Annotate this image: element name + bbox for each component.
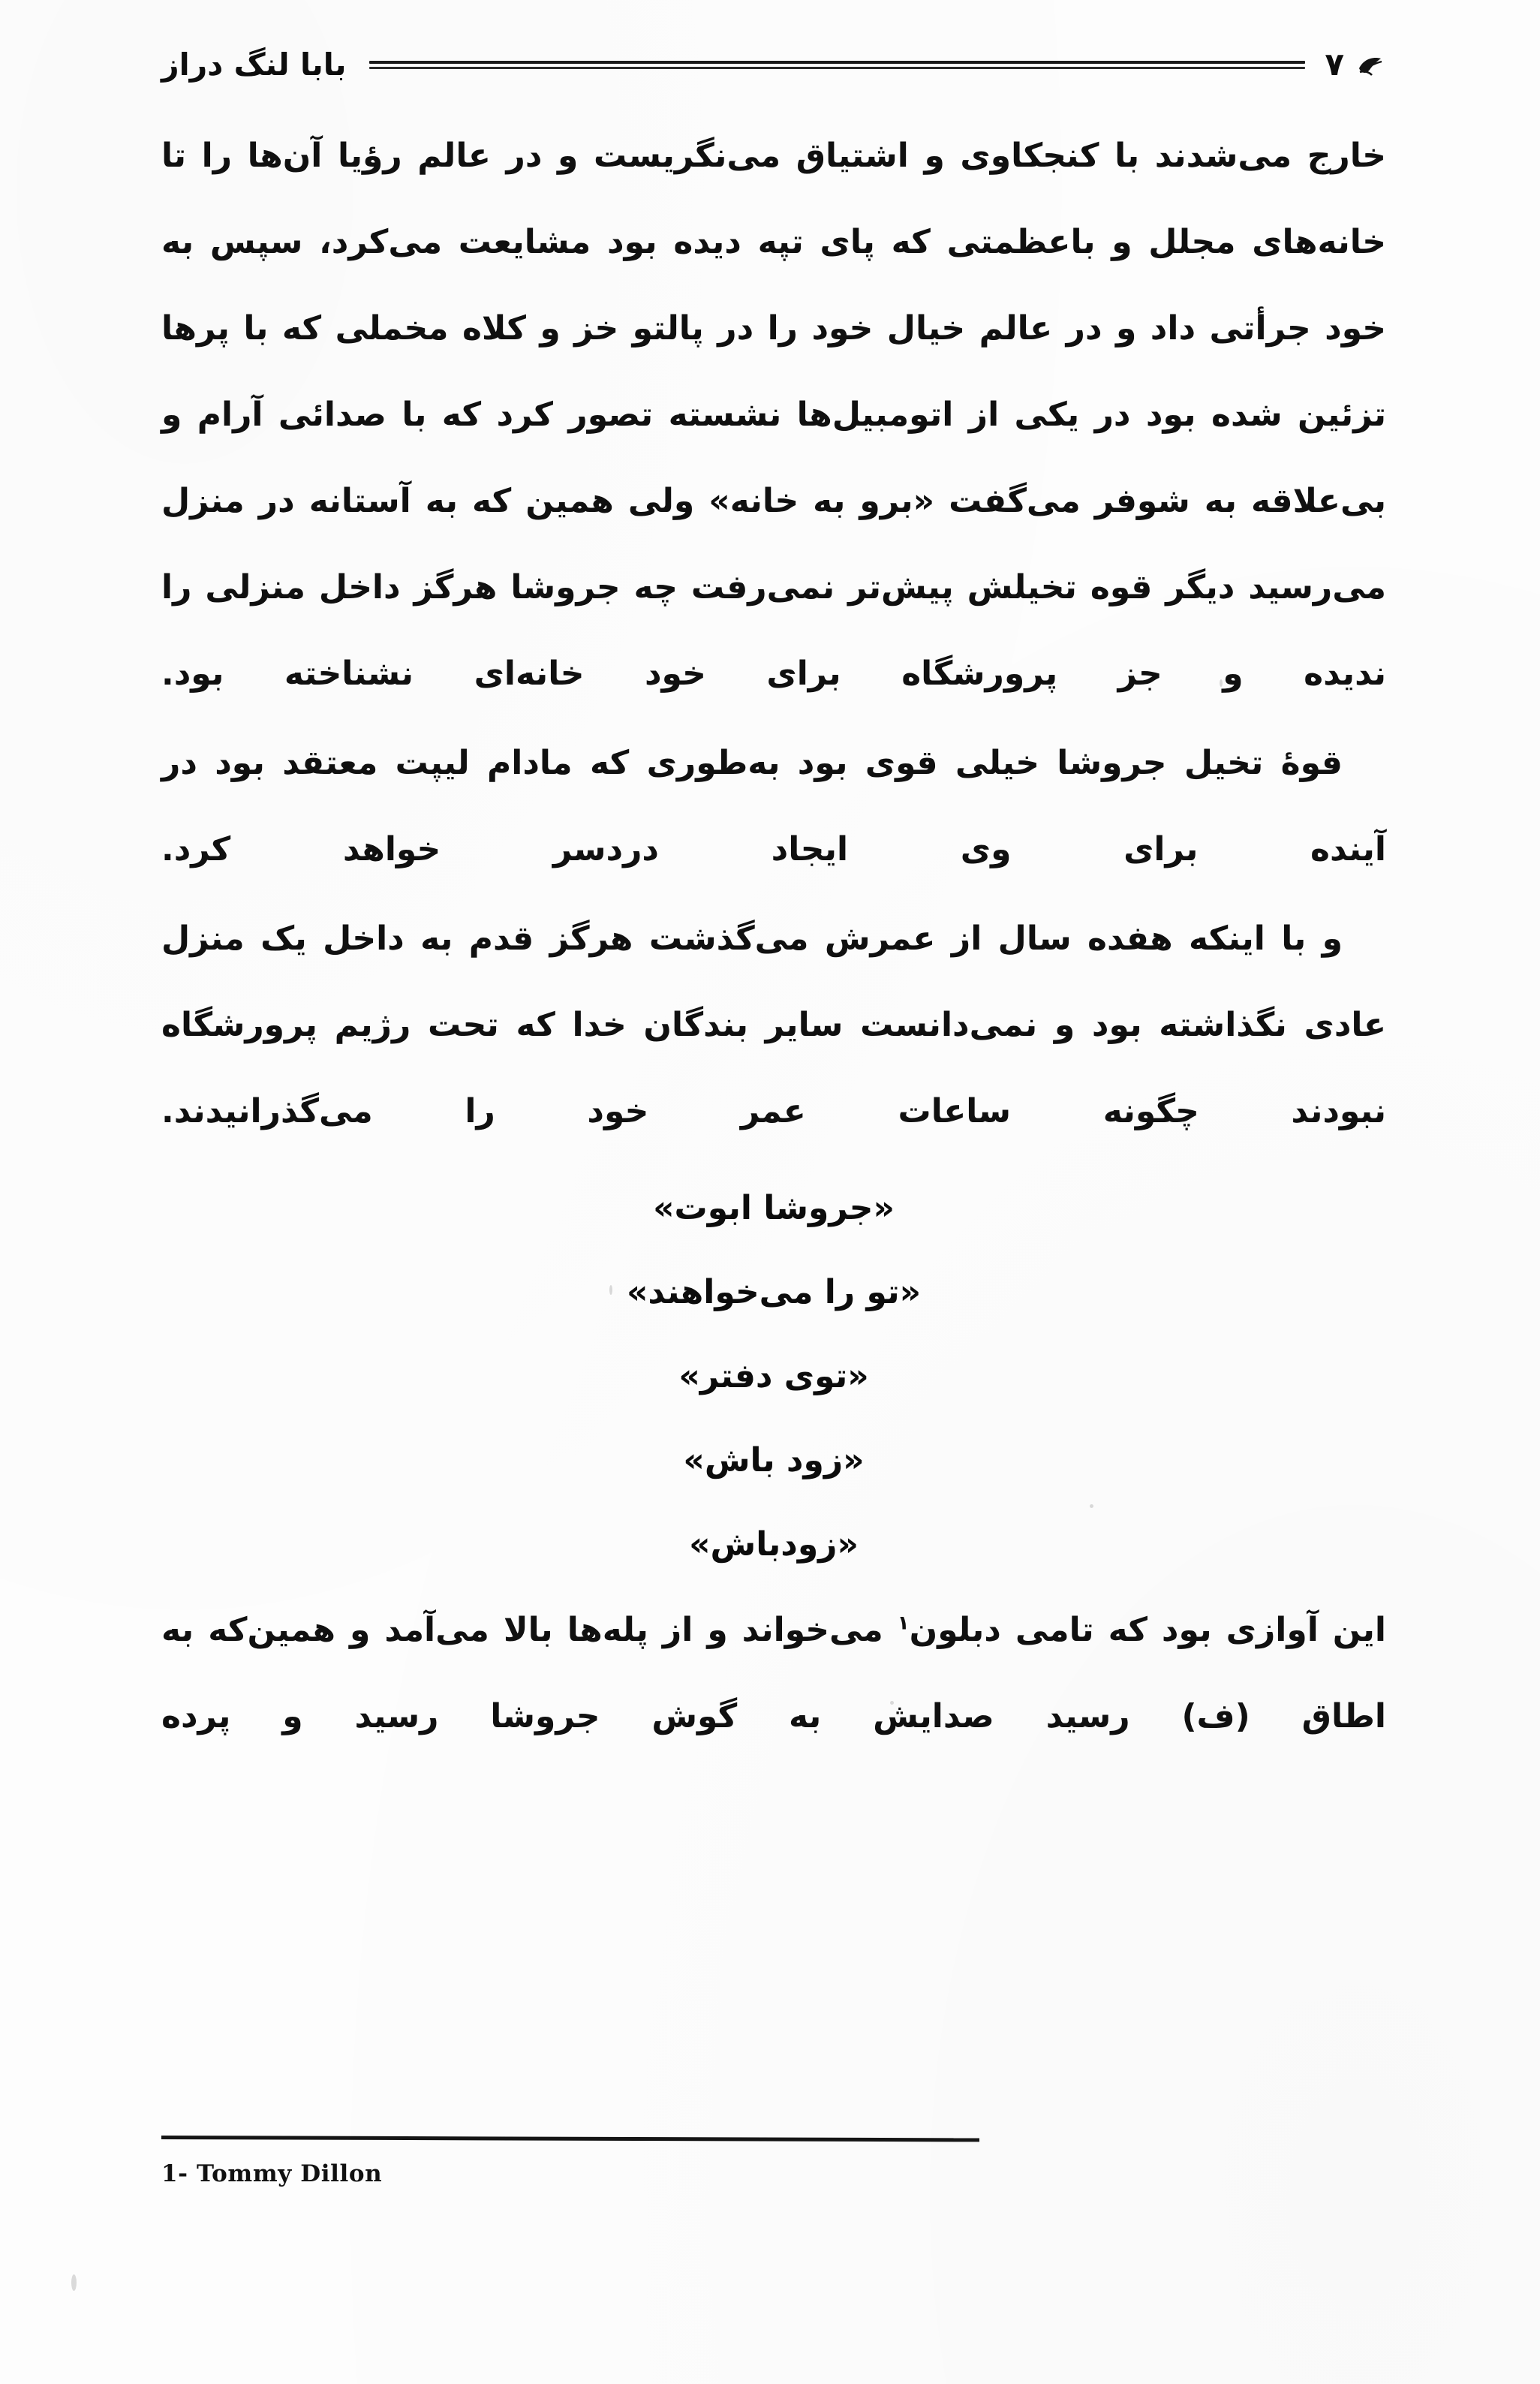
- paragraph-3: و با اینکه هفده سال از عمرش می‌گذشت هرگز قدم به داخل یک منزل عادی نگذاشته بود و نمی‌دانست سایر بندگان خدا که تحت رژیم پرورشگاه نبودند چگونه ساعات عمر خود را می‌گذرانیدند.: [161, 920, 1386, 1130]
- footnote-area: [161, 2136, 1002, 2187]
- leaf-ornament-icon: [1356, 52, 1386, 77]
- paragraph-4: [161, 1587, 1386, 1759]
- dialogue-line-4: «زود باش»: [683, 1441, 865, 1479]
- dialogue-line-2: «تو را می‌خواهند»: [626, 1273, 922, 1311]
- page-number: ۷: [1325, 46, 1344, 83]
- body-textblock: [161, 113, 1386, 1762]
- dialogue-line-3: «توی دفتر»: [678, 1357, 869, 1395]
- paragraph-4-after-marker: می‌خواند و از پله‌ها بالا می‌آمد و همین‌که به اطاق (ف) رسید صدایش به گوش جروشا رسید و پرده: [161, 1611, 1386, 1735]
- footnote-entry-1: 1- Tommy Dillon: [161, 2160, 383, 2187]
- folio-group: [1325, 46, 1386, 83]
- running-head: [161, 35, 1386, 95]
- book-title: بابا لنگ دراز: [161, 46, 347, 83]
- dialogue-line-1: «جروشا ابوت»: [653, 1189, 895, 1227]
- footnote-separator-rule-icon: [161, 2136, 979, 2142]
- dialogue-line-5: «زودباش»: [689, 1525, 859, 1564]
- paragraph-2: قوهٔ تخیل جروشا خیلی قوی بود به‌طوری که مادام لیپت معتقد بود در آینده برای وی ایجاد دردسر خواهد کرد.: [161, 744, 1386, 868]
- scan-speck: [71, 2274, 77, 2291]
- header-double-rule-icon: [369, 61, 1306, 69]
- paragraph-1: خارج می‌شدند با کنجکاوی و اشتیاق می‌نگریست و در عالم رؤیا آن‌ها را تا خانه‌های مجلل و باعظمتی که پای تپه دیده بود مشایعت می‌کرد، سپس به خود جرأتی داد و در عالم خیال خود را در پالتو خز و کلاه مخملی که با پرها تزئین شده بود در یکی از اتومبیل‌ها نشسته تصور کرد که با صدائی آرام و بی‌علاقه به شوفر می‌گفت «برو به خانه» ولی همین که به آستانه در منزل می‌رسید دیگر قوه تخیلش پیش‌تر نمی‌رفت چه جروشا هرگز داخل منزلی را ندیده و جز پرورشگاه برای خود خانه‌ای نشناخته بود.: [161, 137, 1386, 693]
- footnote-reference-marker[interactable]: ۱: [897, 1612, 910, 1635]
- dialogue-block: [161, 1166, 1386, 1587]
- paragraph-4-before-marker: این آوازی بود که تامی دبلون: [909, 1611, 1386, 1649]
